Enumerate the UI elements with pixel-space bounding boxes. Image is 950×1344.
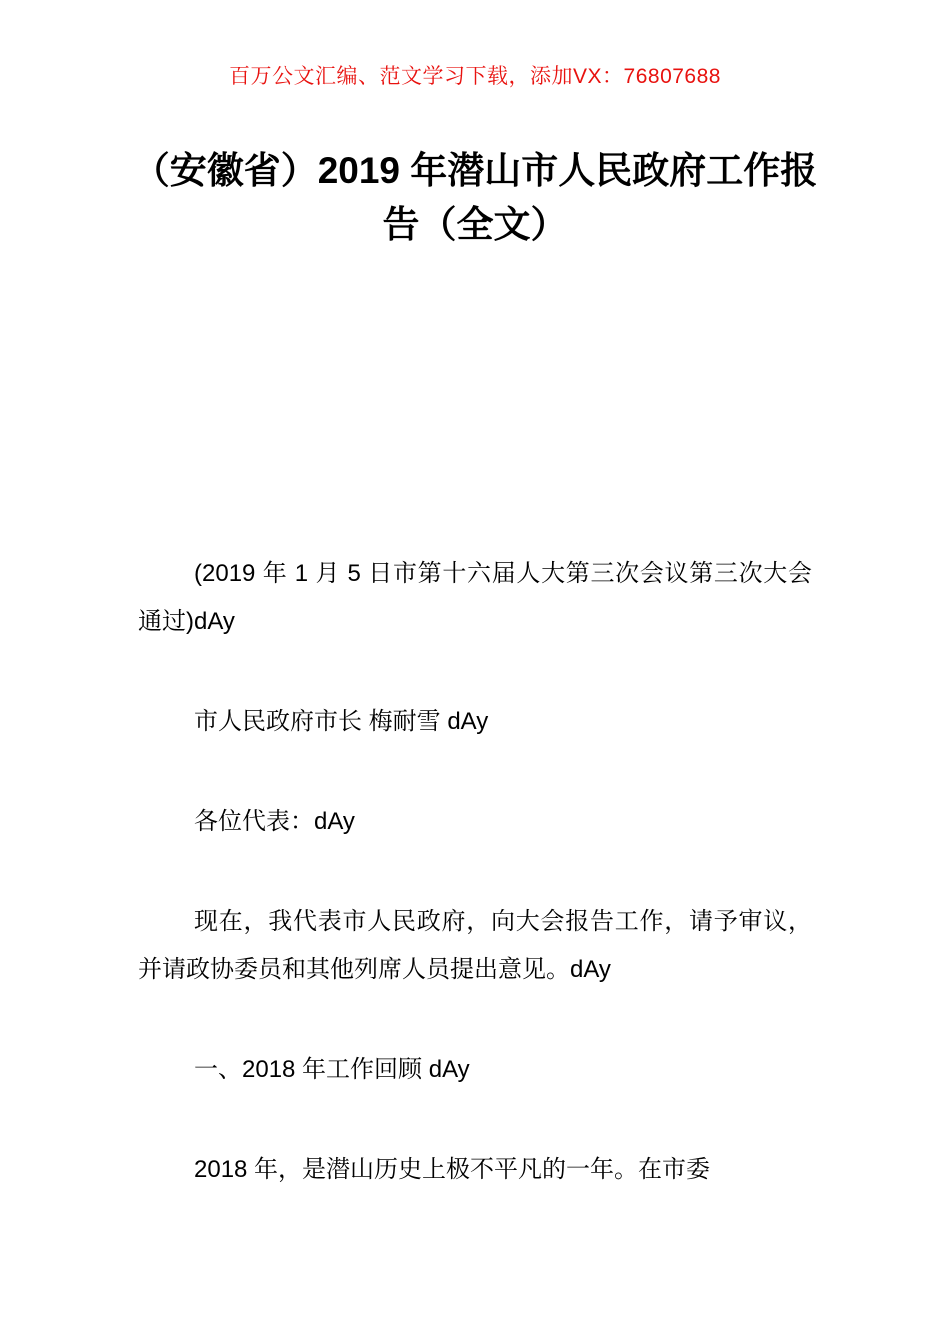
title-body-spacer xyxy=(0,252,950,550)
paragraph-meeting-note: (2019 年 1 月 5 日市第十六届人大第三次会议第三次大会通过)dAy xyxy=(138,560,812,635)
promo-banner: 百万公文汇编、范文学习下载，添加VX：76807688 xyxy=(229,65,721,88)
paragraph-section-heading: 一、2018 年工作回顾 dAy xyxy=(194,1056,470,1083)
paragraph-intro: 现在，我代表市人民政府，向大会报告工作，请予审议，并请政协委员和其他列席人员提出意见。dAy xyxy=(138,908,812,983)
paragraph-review-opening: 2018 年，是潜山历史上极不平凡的一年。在市委 xyxy=(194,1156,711,1183)
document-title: （安徽省）2019 年潜山市人民政府工作报告（全文） xyxy=(132,150,818,245)
paragraph-salutation: 各位代表：dAy xyxy=(194,808,355,835)
document-body xyxy=(0,550,950,1194)
paragraph-mayor-byline: 市人民政府市长 梅耐雪 dAy xyxy=(194,708,489,735)
